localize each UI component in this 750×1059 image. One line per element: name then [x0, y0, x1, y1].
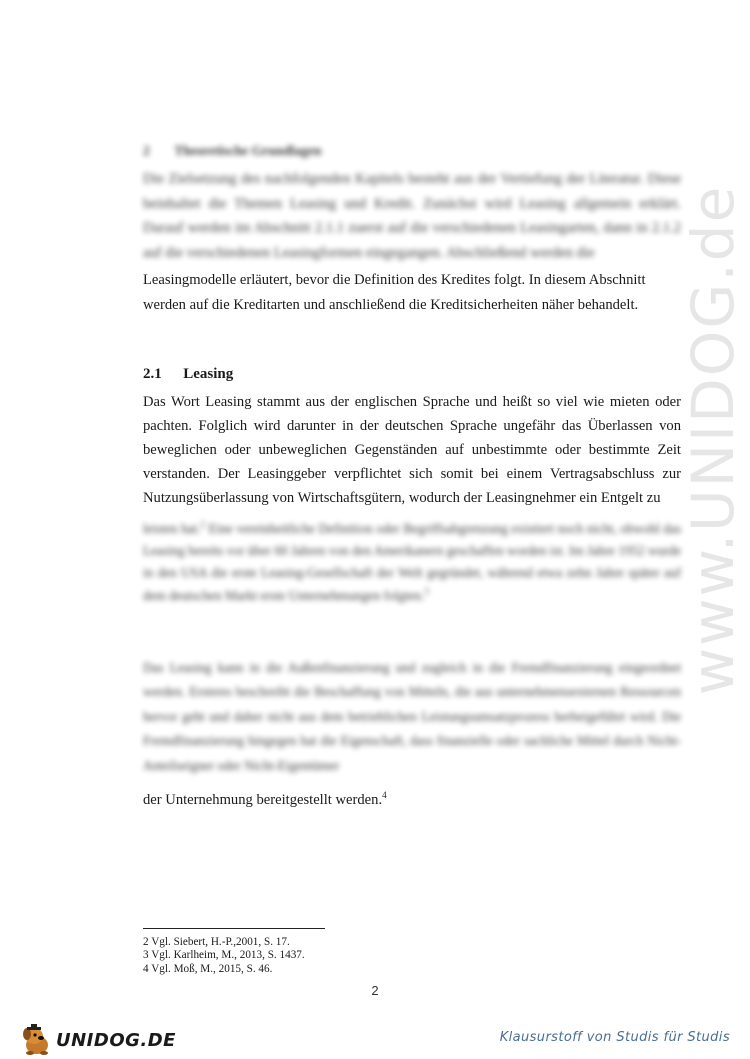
intro-line-1: Leasingmodelle erläutert, bevor die Definition des Kredites folgt. In diesem Abschnitt — [143, 272, 646, 288]
page-number: 2 — [371, 983, 379, 998]
unidog-logo — [20, 1024, 176, 1056]
leasing-paragraph-1-blurred: leisten hat.$^2$ Eine vereinheitliche Definition oder Begriffsabgrenzung existiert noch nicht, obwohl das Leasing bereits vor über 60 Jahren von den Amerikanern geschaffen worden ist. Im Jahre 1952 wurde in den USA die erste Leasing-Gesellschaft der Welt gegründet, während etwa zehn Jahre später auf dem deutschen Markt erste Unternehmungen folgten.$^3$ — [143, 519, 681, 603]
dog-mascot-icon — [20, 1024, 54, 1056]
leasing-paragraph-2-blurred: Das Leasing kann in die Außenfinanzierung und zugleich in die Fremdfinanzierung eingeordnet werden. Ersteres beschreibt die Beschaffung von Mitteln, die aus unternehmensexternen Ressourcen hervor geht und daher nicht aus dem betrieblichen Leistungsumsatzprozess herbeigeführt wird. Die Fremdfinanzierung hingegen hat die Eigenschaft, dass finanzielle oder sachliche Mittel durch Nicht-Anteilseigner oder Nicht-Eigentümer — [143, 660, 681, 773]
leasing-paragraph-2-end: der Unternehmung bereitgestellt werden.$^4$ — [143, 790, 387, 808]
subsection-heading — [143, 366, 233, 383]
section-heading — [143, 143, 321, 159]
logo-text: UNIDOG.DE — [56, 1029, 176, 1051]
intro-line-2: werden auf die Kreditarten und anschließend die Kreditsicherheiten näher behandelt. — [143, 296, 639, 313]
intro-blurred-text: Die Zielsetzung des nachfolgenden Kapitels besteht aus der Vertiefung der Literatur. Diese beinhaltet die Themen Leasing und Kredit. Zunächst wird Leasing allgemein erklärt. Darauf werden im Abschnitt 2.1.1 zuerst auf die verschiedenen Leasingarten, dann in 2.1.2 auf die verschiedenen Leasingformen eingegangen. Abschließend werden die — [143, 171, 681, 261]
footnote-item: 3 Vgl. Karlheim, M., 2013, S. 1437. — [143, 949, 305, 962]
footnotes — [143, 936, 305, 976]
watermark: www.UNIDOG.de — [679, 184, 747, 696]
section-title: Theoretische Grundlagen — [174, 143, 322, 158]
footnote-item: 4 Vgl. Moß, M., 2015, S. 46. — [143, 962, 273, 975]
footer-bar — [0, 1018, 750, 1059]
subsection-title: Leasing — [183, 366, 234, 382]
footnote-item: 2 Vgl. Siebert, H.-P.,2001, S. 17. — [143, 936, 290, 948]
section-number: 2 — [143, 143, 150, 158]
subsection-number: 2.1 — [143, 366, 162, 382]
leasing-paragraph-1: Das Wort Leasing stammt aus der englischen Sprache und heißt so viel wie mieten oder pachten. Folglich wird darunter in der deutschen Sprache ungefähr das Überlassen von beweglichen oder unbeweglichen Gegenständen auf unbestimmte oder bestimmte Zeit verstanden. Der Leasinggeber verpflichtet sich somit bei einem Vertragsabschluss zur Nutzungsüberlassung von Wirtschaftsgütern, wodurch der Leasingnehmer ein Entgelt zu — [143, 394, 681, 506]
footer-tagline: Klausurstoff von Studis für Studis — [499, 1030, 730, 1045]
footnote-divider — [143, 928, 325, 929]
